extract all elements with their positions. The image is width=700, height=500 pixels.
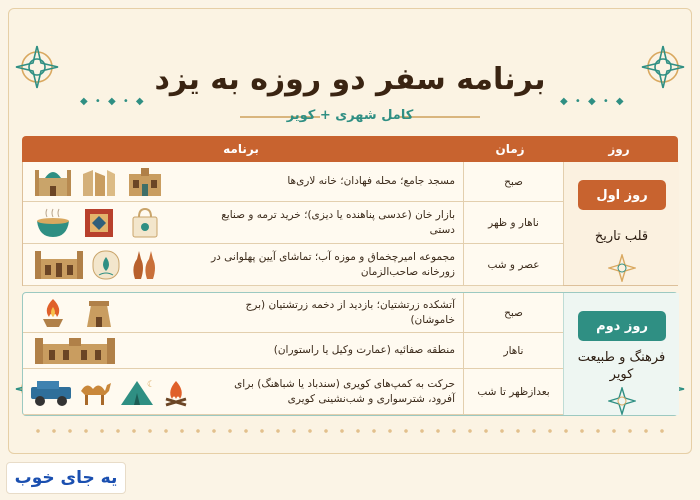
ornament-border: [30, 426, 670, 436]
brand-logo: یه جای خوب: [6, 462, 126, 494]
header-time: زمان: [495, 142, 525, 156]
row-description: حرکت به کمپ‌های کویری (سندباد یا شباهنگ) برای آفرود، شترسواری و شب‌نشینی کویری: [234, 377, 455, 405]
ornament-dots: ◆ • ◆ • ◆: [80, 96, 146, 107]
day-cell-1: [563, 162, 679, 285]
row-time: ناهار و ظهر: [463, 202, 563, 243]
table-row: [23, 162, 563, 202]
day-ribbon: روز اول: [578, 180, 666, 210]
table-row: [23, 293, 563, 333]
day-cell-2: [563, 293, 679, 415]
table-row: [23, 244, 563, 286]
day-tagline: فرهنگ و طبیعت کویر: [577, 350, 666, 382]
header-day: روز: [608, 142, 630, 156]
camel-icon: [77, 377, 113, 407]
table-row: [23, 369, 563, 415]
row-icons: [23, 162, 209, 201]
svg-text:☾: ☾: [147, 379, 156, 390]
row-icons: [23, 369, 209, 414]
day-tagline: قلب تاریخ: [594, 229, 649, 244]
mosque-icon: [33, 166, 73, 198]
safaiyeh-building-icon: [33, 336, 117, 366]
row-time: صبح: [463, 293, 563, 332]
page-title: برنامه سفر دو روزه به یزد: [154, 62, 546, 97]
row-time: ناهار: [463, 333, 563, 368]
old-house-icon: [79, 166, 119, 198]
day-ribbon: روز دوم: [578, 311, 666, 341]
day-block-1: [22, 162, 678, 286]
table-row: [23, 202, 563, 244]
ornament-dots: ◆ • ◆ • ◆: [560, 96, 626, 107]
table-header: [22, 136, 678, 162]
carpet-icon: [79, 207, 119, 239]
row-time: صبح: [463, 162, 563, 201]
historic-house-icon: [125, 166, 165, 198]
row-icons: [23, 333, 209, 368]
row-time: بعدازظهر تا شب: [463, 369, 563, 414]
row-description: مجموعه امیرچخماق و موزه آب؛ تماشای آیین پهلوانی در زورخانه صاحب‌الزمان: [211, 250, 455, 278]
small-rosette-icon: [608, 387, 636, 415]
water-drop-icon: [91, 249, 121, 281]
zurkhaneh-clubs-icon: [127, 249, 157, 281]
row-time: عصر و شب: [463, 244, 563, 285]
shopping-bag-icon: [125, 207, 165, 239]
soup-bowl-icon: [33, 207, 73, 239]
row-icons: [23, 293, 209, 332]
header-program: برنامه: [223, 142, 259, 156]
tent-icon: [117, 377, 157, 407]
page-subtitle: کامل شهری + کویر: [286, 108, 414, 123]
campfire-icon: [161, 377, 191, 407]
small-rosette-icon: [608, 254, 636, 282]
silence-tower-icon: [79, 297, 119, 329]
day-block-2: [22, 292, 678, 416]
row-description: مسجد جامع؛ محله فهادان؛ خانه لاری‌ها: [287, 175, 455, 187]
offroad-car-icon: [29, 377, 73, 407]
row-description: آتشکده زرتشتیان؛ بازدید از دخمه زرتشتیان (برج خاموشان): [245, 298, 455, 326]
row-icons: [23, 244, 209, 285]
table-row: [23, 333, 563, 369]
row-icons: [23, 202, 209, 243]
row-description: منطقه صفائیه (عمارت وکیل یا راستوران): [273, 344, 455, 356]
fire-temple-icon: [33, 297, 73, 329]
row-description: بازار خان (عدسی پناهنده یا دیزی)؛ خرید ترمه و صنایع دستی: [221, 208, 455, 236]
amir-chakhmaq-icon: [33, 249, 85, 281]
